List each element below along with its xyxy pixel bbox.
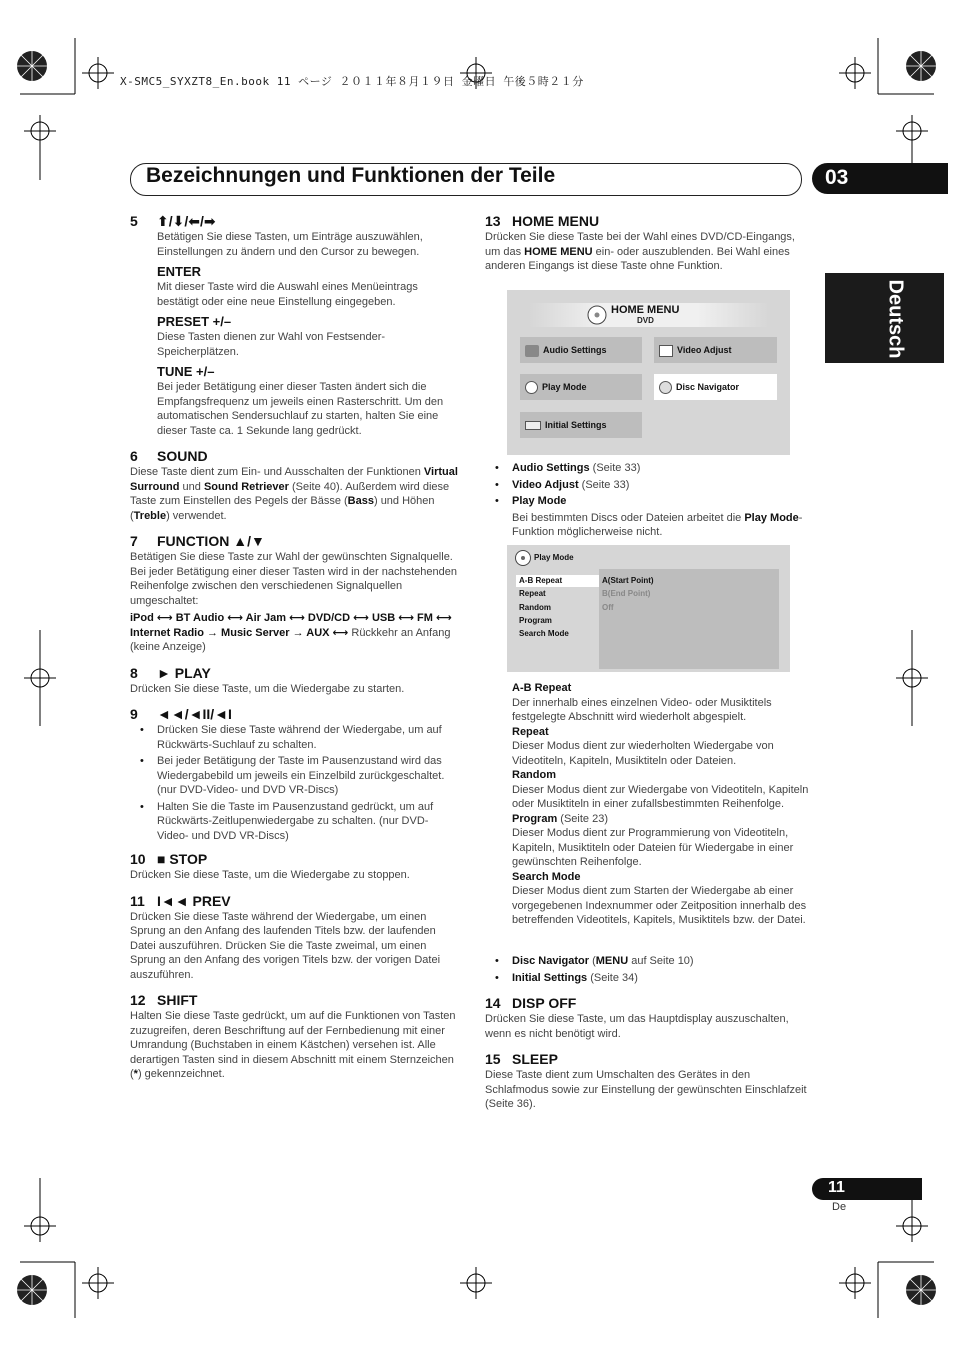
monitor-icon bbox=[659, 345, 673, 357]
section-heading: 12 SHIFT bbox=[130, 992, 198, 1008]
section-text: Betätigen Sie diese Taste zur Wahl der gewünschten Signalquelle. Bei jeder Betätigung einer dieser Tasten wird in der nachstehenden Reihenfolge zwischen den verschiedenen Signalquellen umgeschaltet: bbox=[130, 551, 457, 607]
home-menu-screen bbox=[507, 290, 790, 455]
play-mode-item-program[interactable]: Program bbox=[519, 616, 552, 625]
play-mode-icon bbox=[514, 549, 532, 567]
video-adjust-button[interactable]: Video Adjust bbox=[654, 337, 777, 363]
play-mode-item-random[interactable]: Random bbox=[519, 603, 551, 612]
mode-text: Der innerhalb eines einzelnen Video- oder Musiktitels festgelegte Abschnitt wird wiederholt abgespielt. bbox=[512, 696, 772, 723]
page-title: Bezeichnungen und Funktionen der Teile bbox=[146, 164, 556, 187]
list-item: • Initial Settings (Seite 34) bbox=[485, 971, 813, 986]
home-menu-subtitle: DVD bbox=[637, 316, 654, 325]
section-text: Drücken Sie diese Taste, um die Wiedergabe zu stoppen. bbox=[130, 869, 410, 881]
section-text: Drücken Sie diese Taste bei der Wahl eines DVD/CD-Eingangs, um das HOME MENU ein- oder auszublenden. Bei Wahl eines anderen Eingangs ist diese Taste ohne Funktion. bbox=[485, 231, 795, 272]
list-item: • Bei jeder Betätigung der Taste im Pausenzustand wird das Wiedergabebild um jeweils ein Einzelbild zurückgeschaltet. (nur DVD-Video- und DVD VR-Discs) bbox=[130, 754, 458, 798]
section-heading: 13 HOME MENU bbox=[485, 213, 600, 229]
toolbox-icon bbox=[525, 421, 541, 430]
mode-title: Repeat bbox=[512, 725, 549, 738]
play-mode-item-search-mode[interactable]: Search Mode bbox=[519, 629, 569, 638]
source-sequence: iPod ⟷ BT Audio ⟷ Air Jam ⟷ DVD/CD ⟷ USB ⟷ FM ⟷ Internet Radio → Music Server → AUX ⟷ Rückkehr an Anfang (keine Anzeige) bbox=[130, 612, 452, 653]
play-mode-title: Play Mode bbox=[534, 553, 574, 562]
play-mode-descriptions bbox=[512, 681, 812, 928]
section-text: Mit dieser Taste wird die Auswahl eines Menüeintrags bestätigt oder eine neue Einstellung eingegeben. bbox=[157, 281, 418, 308]
home-menu-title: HOME MENU bbox=[611, 304, 680, 316]
language-tab bbox=[825, 273, 944, 363]
section-heading: 6 SOUND bbox=[130, 448, 208, 464]
list-item: • Disc Navigator (MENU auf Seite 10) bbox=[485, 954, 813, 969]
list-item: • Play Mode bbox=[485, 494, 813, 509]
section-text: Drücken Sie diese Taste, um das Hauptdisplay auszuschalten, wenn es nicht benötigt wird. bbox=[485, 1013, 789, 1040]
speaker-icon bbox=[525, 345, 539, 357]
bullet-list bbox=[485, 954, 813, 985]
home-menu-header bbox=[529, 303, 769, 327]
mode-text: Dieser Modus dient zum Starten der Wiedergabe ab einer vorgegebenen Indexnummer oder Zeitposition innerhalb des betreffenden Videotitels, Kapitels, Musiktitels bzw. der Datei. bbox=[512, 885, 807, 926]
play-mode-icon bbox=[525, 381, 538, 394]
play-mode-screen bbox=[507, 545, 790, 672]
right-column bbox=[485, 213, 813, 274]
disc-icon bbox=[587, 305, 607, 325]
bullet-list bbox=[485, 461, 813, 509]
home-menu-options bbox=[485, 461, 813, 540]
initial-settings-button[interactable]: Initial Settings bbox=[520, 412, 642, 438]
section-text: Diese Tasten dienen zur Wahl von Festsender-Speicherplätzen. bbox=[157, 331, 386, 358]
section-heading: 7 FUNCTION ▲/▼ bbox=[130, 533, 265, 549]
mode-text: Dieser Modus dient zur Wiedergabe von Videotiteln, Kapiteln oder Musiktiteln in einer zufallsbestimmten Reihenfolge. bbox=[512, 783, 809, 810]
mode-title: Program (Seite 23) bbox=[512, 812, 608, 825]
page-number: 11 bbox=[828, 1179, 845, 1196]
section-text: Drücken Sie diese Taste während der Wiedergabe, um einen Sprung an den Anfang des laufenden Titels bzw. der laufenden Datei auszuführen. Drücken Sie die Taste zweimal, um einen Sprung an den Anfang des vorigen Titels bzw. der vorigen Datei auszuführen. bbox=[130, 910, 441, 981]
language-code: De bbox=[832, 1201, 847, 1213]
play-mode-item-repeat[interactable]: Repeat bbox=[519, 589, 546, 598]
section-heading: 10 ■ STOP bbox=[130, 851, 208, 867]
subsection-heading: TUNE +/– bbox=[157, 364, 215, 379]
list-item: • Audio Settings (Seite 33) bbox=[485, 461, 813, 476]
value-off: Off bbox=[602, 603, 614, 612]
disc-icon bbox=[659, 381, 672, 394]
section-text: Halten Sie diese Taste gedrückt, um auf die Funktionen von Tasten zuzugreifen, deren Beschriftung auf der Fernbedienung mit einer Umrandung (Buchstaben in einem Kästchen) versehen ist. Alle derartigen Tasten sind in diesem Abschnitt mit einem Sternzeichen (*) gekennzeichnet. bbox=[130, 1010, 456, 1080]
section-heading: 14 DISP OFF bbox=[485, 995, 577, 1011]
mode-title: Random bbox=[512, 769, 556, 781]
section-text: Diese Taste dient zum Ein- und Ausschalten der Funktionen Virtual Surround und Sound Retriever (Seite 40). Außerdem wird diese Taste zum Einstellen des Pegels der Bässe (Bass) und Höhen (Treble) verwendet. bbox=[130, 466, 458, 522]
section-heading: 8 ► PLAY bbox=[130, 664, 211, 681]
audio-settings-button[interactable]: Audio Settings bbox=[520, 337, 642, 363]
mode-title: Search Mode bbox=[512, 870, 581, 883]
bullet-list bbox=[130, 723, 458, 843]
subsection-heading: ENTER bbox=[157, 264, 202, 279]
right-column-bottom bbox=[485, 954, 813, 1112]
left-column bbox=[130, 213, 458, 1082]
play-mode-item-ab-repeat[interactable]: A-B Repeat bbox=[516, 575, 599, 587]
section-heading: 15 SLEEP bbox=[485, 1051, 558, 1067]
section-heading: 11 I◄◄ PREV bbox=[130, 892, 231, 909]
play-mode-button[interactable]: Play Mode bbox=[520, 374, 642, 400]
chapter-number: 03 bbox=[825, 166, 849, 189]
section-text: Betätigen Sie diese Tasten, um Einträge auszuwählen, Einstellungen zu ändern und den Cursor zu bewegen. bbox=[157, 231, 423, 258]
chapter-badge bbox=[812, 163, 948, 194]
mode-title: A-B Repeat bbox=[512, 682, 572, 694]
list-item: • Video Adjust (Seite 33) bbox=[485, 478, 813, 493]
section-heading: 9 ◄◄/◄II/◄I bbox=[130, 706, 232, 722]
section-text: Drücken Sie diese Taste, um die Wiedergabe zu starten. bbox=[130, 682, 405, 695]
disc-navigator-button[interactable]: Disc Navigator bbox=[654, 374, 777, 400]
section-text: Diese Taste dient zum Umschalten des Gerätes in den Schlafmodus sowie zur Einstellung der gewünschten Einschlafzeit (Seite 36). bbox=[485, 1069, 807, 1110]
list-item: • Drücken Sie diese Taste während der Wiedergabe, um auf Rückwärts-Suchlauf zu schalten. bbox=[130, 723, 458, 752]
section-heading: 5 ⬆/⬇/⬅/➡ bbox=[130, 213, 216, 229]
mode-text: Dieser Modus dient zur wiederholten Wiedergabe von Videotiteln, Kapiteln, Musiktiteln oder Dateien. bbox=[512, 740, 774, 767]
value-end-point: B(End Point) bbox=[602, 589, 651, 598]
section-text: Bei jeder Betätigung einer dieser Tasten ändert sich die Empfangsfrequenz um jeweils einen Rasterschritt. Um den automatischen Sendersuchlauf zu starten, halten Sie eine dieser Taste ca. 1 Sekunde lang gedrückt. bbox=[157, 381, 444, 437]
page-number-badge bbox=[812, 1178, 922, 1200]
print-header: X-SMC5_SYXZT8_En.book 11 ページ ２０１１年８月１９日 金曜日 午後５時２１分 bbox=[120, 75, 584, 88]
subsection-heading: PRESET +/– bbox=[157, 314, 232, 329]
list-item: • Halten Sie die Taste im Pausenzustand gedrückt, um auf Rückwärts-Zeitlupenwiedergabe zu schalten. (nur DVD-Video- und DVD VR-Discs) bbox=[130, 800, 458, 844]
value-start-point[interactable]: A(Start Point) bbox=[602, 576, 654, 585]
play-mode-note: Bei bestimmten Discs oder Dateien arbeitet die Play Mode-Funktion möglicherweise nicht. bbox=[512, 511, 803, 538]
language-tab-label: Deutsch bbox=[884, 279, 907, 359]
mode-text: Dieser Modus dient zur Programmierung von Videotiteln, Kapiteln, Musiktiteln oder Dateien für Wiedergabe in einer gewünschten Reihenfolge. bbox=[512, 827, 794, 868]
